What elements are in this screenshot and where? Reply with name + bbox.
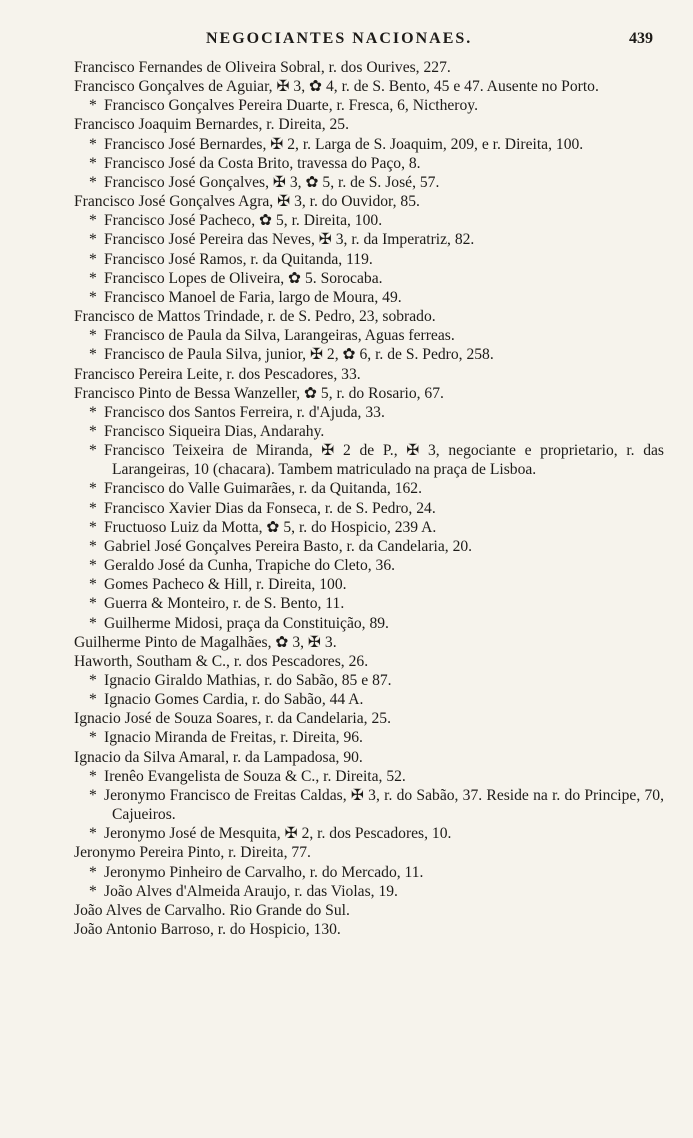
merchant-entry xyxy=(74,192,664,211)
merchant-entry-text: Francisco Fernandes de Oliveira Sobral, r. dos Ourives, 227. xyxy=(74,59,451,76)
asterisk-mark: * xyxy=(89,288,97,306)
merchant-entry xyxy=(74,767,664,786)
merchant-entry xyxy=(74,230,664,249)
asterisk-mark: * xyxy=(89,767,97,785)
merchant-entry-text: Francisco José Pereira das Neves, ✠ 3, r. da Imperatriz, 82. xyxy=(104,231,475,249)
merchant-entry-text: João Antonio Barroso, r. do Hospicio, 130. xyxy=(74,921,341,939)
merchant-entry-text: Irenêo Evangelista de Souza & C., r. Direita, 52. xyxy=(104,767,406,785)
merchant-entry-text: Francisco Gonçalves Pereira Duarte, r. Fresca, 6, Nictheroy. xyxy=(104,97,478,115)
merchant-entry xyxy=(74,115,664,134)
merchant-entry-text: Francisco de Paula da Silva, Larangeiras, Aguas ferreas. xyxy=(104,327,455,345)
merchant-entry-text: Fructuoso Luiz da Motta, ✿ 5, r. do Hospicio, 239 A. xyxy=(104,518,437,536)
merchant-entry xyxy=(74,594,664,613)
merchant-entry xyxy=(74,843,664,862)
merchant-entry xyxy=(74,614,664,633)
page-header xyxy=(70,30,653,54)
merchant-entry-text: Francisco José da Costa Brito, travessa do Paço, 8. xyxy=(104,154,421,172)
merchant-entry-text: Haworth, Southam & C., r. dos Pescadores, 26. xyxy=(74,652,369,670)
merchant-entry xyxy=(74,58,664,77)
merchant-entry-text: Francisco de Mattos Trindade, r. de S. Pedro, 23, sobrado. xyxy=(74,308,436,326)
merchant-entry-text: Guilherme Pinto de Magalhães, ✿ 3, ✠ 3. xyxy=(74,633,337,651)
merchant-entry-text: Geraldo José da Cunha, Trapiche do Cleto, 36. xyxy=(104,557,396,575)
merchant-entry xyxy=(74,633,664,652)
merchant-entry xyxy=(74,518,664,537)
merchant-entry-text: Ignacio da Silva Amaral, r. da Lampadosa, 90. xyxy=(74,748,363,766)
asterisk-mark: * xyxy=(89,576,97,594)
asterisk-mark: * xyxy=(89,269,97,287)
asterisk-mark: * xyxy=(89,442,97,460)
merchant-entry-text: Francisco José Gonçalves, ✠ 3, ✿ 5, r. de S. José, 57. xyxy=(104,173,440,191)
merchant-entry xyxy=(74,211,664,230)
merchant-entry xyxy=(74,748,664,767)
asterisk-mark: * xyxy=(89,863,97,881)
asterisk-mark: * xyxy=(89,327,97,345)
asterisk-mark: * xyxy=(89,825,97,843)
merchant-entry xyxy=(74,499,664,518)
asterisk-mark: * xyxy=(89,537,97,555)
merchant-entry-text: Ignacio José de Souza Soares, r. da Candelaria, 25. xyxy=(74,710,391,728)
merchant-entry-text: Jeronymo José de Mesquita, ✠ 2, r. dos Pescadores, 10. xyxy=(104,825,452,843)
merchant-entry xyxy=(74,384,664,403)
merchant-entry-text: Francisco Siqueira Dias, Andarahy. xyxy=(104,422,325,440)
merchant-entry xyxy=(74,288,664,307)
merchant-entry xyxy=(74,786,664,824)
asterisk-mark: * xyxy=(89,672,97,689)
running-title: NEGOCIANTES NACIONAES. xyxy=(206,30,473,47)
merchant-entry-text: Guilherme Midosi, praça da Constituição, 89. xyxy=(104,614,389,632)
merchant-entry-text: Francisco dos Santos Ferreira, r. d'Ajuda, 33. xyxy=(104,403,385,421)
merchant-entry-text: Francisco Teixeira de Miranda, ✠ 2 de P., ✠ 3, negociante e proprietario, r. das Larangeiras, 10 (chacara). Tambem matriculado na praça de Lisboa. xyxy=(104,442,664,479)
merchant-entry xyxy=(74,154,664,173)
merchant-entry xyxy=(74,901,664,920)
asterisk-mark: * xyxy=(89,499,97,517)
merchant-list xyxy=(74,58,664,939)
page-number: 439 xyxy=(629,30,653,47)
merchant-entry-text: Gomes Pacheco & Hill, r. Direita, 100. xyxy=(104,576,347,594)
asterisk-mark: * xyxy=(89,346,97,364)
merchant-entry-text: Jeronymo Francisco de Freitas Caldas, ✠ 3, r. do Sabão, 37. Reside na r. do Principe, 70, Cajueiros. xyxy=(104,786,664,824)
merchant-entry-text: Jeronymo Pinheiro de Carvalho, r. do Mercado, 11. xyxy=(104,863,424,881)
merchant-entry xyxy=(74,709,664,728)
merchant-entry xyxy=(74,307,664,326)
merchant-entry-text: Francisco de Paula Silva, junior, ✠ 2, ✿ 6, r. de S. Pedro, 258. xyxy=(104,346,494,364)
merchant-entry xyxy=(74,863,664,882)
merchant-entry xyxy=(74,690,664,709)
merchant-entry xyxy=(74,575,664,594)
merchant-entry xyxy=(74,537,664,556)
asterisk-mark: * xyxy=(89,135,97,153)
merchant-entry-text: Francisco Joaquim Bernardes, r. Direita, 25. xyxy=(74,116,349,134)
asterisk-mark: * xyxy=(89,250,97,268)
merchant-entry xyxy=(74,422,664,441)
merchant-entry xyxy=(74,441,664,479)
merchant-entry-text: Francisco do Valle Guimarães, r. da Quitanda, 162. xyxy=(104,480,423,498)
asterisk-mark: * xyxy=(89,480,97,498)
asterisk-mark: * xyxy=(89,882,97,900)
merchant-entry-text: Francisco Xavier Dias da Fonseca, r. de S. Pedro, 24. xyxy=(104,499,436,517)
merchant-entry-text: João Alves de Carvalho. Rio Grande do Sul. xyxy=(74,901,350,919)
merchant-entry xyxy=(74,920,664,939)
merchant-entry-text: Ignacio Gomes Cardia, r. do Sabão, 44 A. xyxy=(104,691,364,709)
merchant-entry xyxy=(74,365,664,384)
merchant-entry xyxy=(74,173,664,192)
merchant-entry xyxy=(74,728,664,747)
merchant-entry-text: Francisco Lopes de Oliveira, ✿ 5. Sorocaba. xyxy=(104,269,383,287)
merchant-entry xyxy=(74,479,664,498)
merchant-entry-text: Ignacio Giraldo Mathias, r. do Sabão, 85 e 87. xyxy=(104,672,392,689)
asterisk-mark: * xyxy=(89,729,97,747)
merchant-entry-text: Francisco José Gonçalves Agra, ✠ 3, r. do Ouvidor, 85. xyxy=(74,193,420,211)
merchant-entry-text: Francisco Gonçalves de Aguiar, ✠ 3, ✿ 4, r. de S. Bento, 45 e 47. Ausente no Porto. xyxy=(74,78,599,96)
merchant-entry-text: Francisco Pinto de Bessa Wanzeller, ✿ 5, r. do Rosario, 67. xyxy=(74,384,444,402)
asterisk-mark: * xyxy=(89,786,97,804)
merchant-entry-text: Francisco José Pacheco, ✿ 5, r. Direita, 100. xyxy=(104,212,383,230)
asterisk-mark: * xyxy=(89,403,97,421)
asterisk-mark: * xyxy=(89,691,97,709)
merchant-entry xyxy=(74,96,664,115)
asterisk-mark: * xyxy=(89,231,97,249)
merchant-entry-text: Francisco Pereira Leite, r. dos Pescadores, 33. xyxy=(74,365,361,383)
merchant-entry xyxy=(74,882,664,901)
merchant-entry xyxy=(74,250,664,269)
asterisk-mark: * xyxy=(89,614,97,632)
merchant-entry xyxy=(74,77,664,96)
merchant-entry-text: Francisco José Ramos, r. da Quitanda, 119. xyxy=(104,250,373,268)
merchant-entry-text: Francisco Manoel de Faria, largo de Moura, 49. xyxy=(104,288,402,306)
asterisk-mark: * xyxy=(89,173,97,191)
merchant-entry xyxy=(74,269,664,288)
merchant-entry-text: Ignacio Miranda de Freitas, r. Direita, 96. xyxy=(104,729,363,747)
merchant-entry xyxy=(74,345,664,364)
merchant-entry xyxy=(74,824,664,843)
merchant-entry-text: Guerra & Monteiro, r. de S. Bento, 11. xyxy=(104,595,345,613)
asterisk-mark: * xyxy=(89,97,97,115)
asterisk-mark: * xyxy=(89,422,97,440)
merchant-entry xyxy=(74,135,664,154)
merchant-entry-text: Gabriel José Gonçalves Pereira Basto, r. da Candelaria, 20. xyxy=(104,537,473,555)
asterisk-mark: * xyxy=(89,154,97,172)
asterisk-mark: * xyxy=(89,557,97,575)
merchant-entry xyxy=(74,671,664,690)
merchant-entry-text: Jeronymo Pereira Pinto, r. Direita, 77. xyxy=(74,844,311,862)
merchant-entry xyxy=(74,556,664,575)
asterisk-mark: * xyxy=(89,212,97,230)
merchant-entry-text: João Alves d'Almeida Araujo, r. das Violas, 19. xyxy=(104,882,398,900)
asterisk-mark: * xyxy=(89,518,97,536)
merchant-entry xyxy=(74,652,664,671)
asterisk-mark: * xyxy=(89,595,97,613)
merchant-entry-text: Francisco José Bernardes, ✠ 2, r. Larga de S. Joaquim, 209, e r. Direita, 100. xyxy=(104,135,584,153)
merchant-entry xyxy=(74,403,664,422)
merchant-entry xyxy=(74,326,664,345)
